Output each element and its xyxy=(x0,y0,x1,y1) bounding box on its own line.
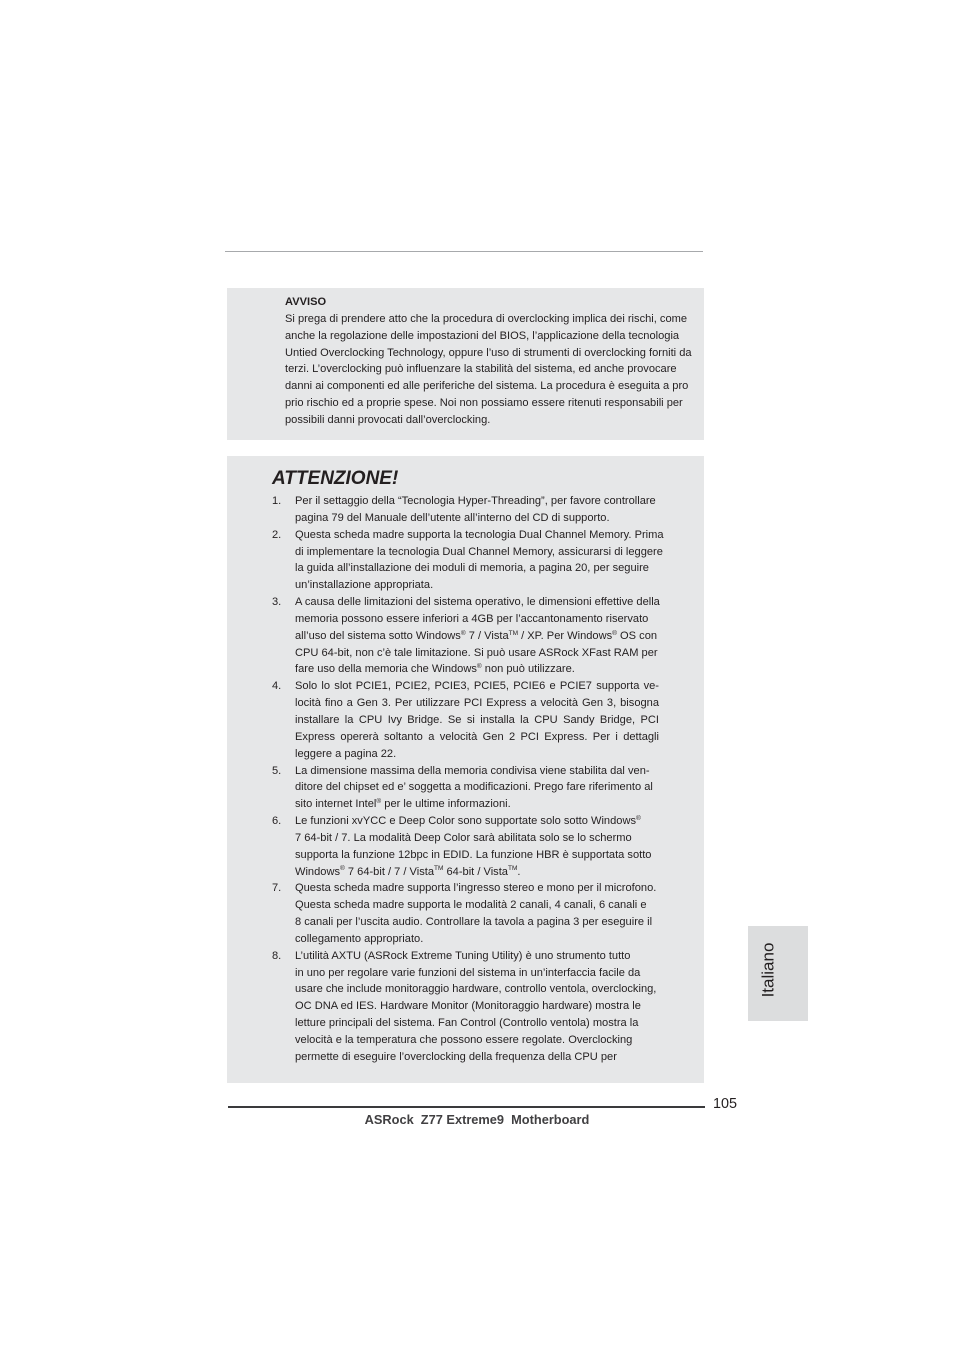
caution-line xyxy=(295,864,659,881)
notice-title: AVVISO xyxy=(285,296,327,308)
caution-line: installare la CPU Ivy Bridge. Se si installa la CPU Sandy Bridge, PCI xyxy=(295,713,659,726)
caution-item xyxy=(272,594,659,678)
trademark-superscript: ® xyxy=(340,865,345,873)
text-segment: 64-bit / Vista xyxy=(443,865,508,878)
footer-rule xyxy=(228,1106,705,1108)
caution-item xyxy=(272,880,659,947)
text-segment: . xyxy=(517,865,521,878)
caution-line xyxy=(295,628,659,645)
caution-line: leggere a pagina 22. xyxy=(295,747,397,760)
caution-item-text xyxy=(295,948,659,1066)
notice-body xyxy=(285,294,692,429)
caution-line: in uno per regolare varie funzioni del sistema in un’interfaccia facile da xyxy=(295,966,641,979)
caution-line xyxy=(295,813,659,830)
caution-item-text xyxy=(295,880,659,947)
footer-product-name: ASRock Z77 Extreme9 Motherboard xyxy=(364,1112,590,1127)
caution-item-text xyxy=(295,678,659,762)
caution-item-number: 6. xyxy=(272,815,282,828)
caution-item-text xyxy=(295,493,659,527)
caution-line: ditore del chipset ed e’ soggetta a modificazioni. Prego fare riferimento al xyxy=(295,781,653,794)
notice-line: Si prega di prendere atto che la procedura di overclocking implica dei rischi, come xyxy=(285,312,688,325)
trademark-superscript: ® xyxy=(636,814,641,822)
caution-line: A causa delle limitazioni del sistema operativo, le dimensioni effettive della xyxy=(295,596,660,609)
caution-line: OC DNA ed IES. Hardware Monitor (Monitoraggio hardware) mostra le xyxy=(295,1000,641,1013)
caution-item xyxy=(272,813,659,880)
page-number: 105 xyxy=(713,1096,738,1112)
notice-line: possibili danni provocati dall’overclocking. xyxy=(285,413,491,426)
caution-item-number: 2. xyxy=(272,528,282,541)
caution-item-text xyxy=(295,813,659,880)
caution-line: supporta la funzione 12bpc in EDID. La funzione HBR è supportata sotto xyxy=(295,848,652,861)
text-segment: Le funzioni xvYCC e Deep Color sono supportate solo sotto Windows xyxy=(295,815,637,828)
caution-line: letture principali del sistema. Fan Control (Controllo ventola) mostra la xyxy=(295,1017,639,1030)
caution-line: La dimensione massima della memoria condivisa viene stabilita dal ven- xyxy=(295,764,650,777)
caution-item xyxy=(272,763,659,814)
trademark-superscript: ® xyxy=(460,629,466,637)
caution-item-text xyxy=(295,763,659,814)
caution-item-text xyxy=(295,527,664,594)
caution-line: 7 64-bit / 7. La modalità Deep Color sarà abilitata solo se lo schermo xyxy=(295,831,632,844)
caution-line: L’utilità AXTU (ASRock Extreme Tuning Utility) è uno strumento tutto xyxy=(295,949,631,962)
caution-line: CPU 64-bit, non c’è tale limitazione. Si può usare ASRock XFast RAM per xyxy=(295,646,658,659)
trademark-superscript: ® xyxy=(612,629,617,637)
text-segment: OS con xyxy=(616,629,658,642)
caution-item-number: 8. xyxy=(272,949,282,962)
caution-line: di implementare la tecnologia Dual Channel Memory, assicurarsi di leggere xyxy=(295,545,663,558)
caution-panel xyxy=(227,456,704,1083)
caution-line: locità fino a Gen 3. Per utilizzare PCI Express a velocità Gen 3, bisogna xyxy=(295,697,659,710)
caution-line: la guida all’installazione dei moduli di memoria, a pagina 20, per seguire xyxy=(295,562,649,575)
caution-title: ATTENZIONE! xyxy=(272,468,399,489)
notice-line: danni ai componenti ed alle periferiche del sistema. La procedura è eseguita a pro xyxy=(285,380,689,393)
caution-line: collegamento appropriato. xyxy=(295,932,424,945)
notice-line: anche la regolazione delle impostazioni del BIOS, l’applicazione della tecnologia xyxy=(285,329,680,342)
trademark-superscript: TM xyxy=(507,865,518,873)
caution-line xyxy=(295,796,659,813)
caution-item-number: 7. xyxy=(272,882,282,895)
text-segment: sito internet Intel xyxy=(295,798,377,811)
language-tab xyxy=(748,926,808,1021)
text-segment: all’uso del sistema sotto Windows xyxy=(295,629,461,642)
notice-line: prio rischio ed a proprie spese. Noi non possiamo essere ritenuti responsabili per xyxy=(285,397,683,410)
caution-item xyxy=(272,678,659,762)
caution-line: velocità e la temperatura che possono essere regolate. Overclocking xyxy=(295,1034,633,1046)
text-segment: 7 64-bit / 7 / Vista xyxy=(344,865,435,878)
text-segment: non può utilizzare. xyxy=(481,663,575,676)
caution-item-text xyxy=(295,594,659,678)
caution-line: Per il settaggio della “Tecnologia Hyper-Threading”, per favore controllare xyxy=(295,495,656,507)
caution-line: un’installazione appropriata. xyxy=(295,579,434,592)
caution-line: Questa scheda madre supporta l’ingresso stereo e mono per il microfono. xyxy=(295,882,657,895)
notice-paragraph xyxy=(285,311,692,429)
trademark-superscript: ® xyxy=(376,798,382,805)
text-segment: Windows xyxy=(295,865,341,878)
trademark-superscript: ® xyxy=(476,663,482,671)
language-tab-label: Italiano xyxy=(758,942,778,998)
caution-line: permette di eseguire l’overclocking della frequenza della CPU per xyxy=(295,1050,617,1063)
caution-line: Questa scheda madre supporta le modalità 2 canali, 4 canali, 6 canali e xyxy=(295,899,647,912)
caution-item xyxy=(272,493,659,527)
caution-line: memoria possono essere inferiori a 4GB per l’accantonamento riservato xyxy=(295,612,649,625)
text-segment: fare uso della memoria che Windows xyxy=(295,663,477,676)
caution-item xyxy=(272,948,659,1066)
caution-item xyxy=(272,527,664,594)
header-rule xyxy=(225,251,703,252)
trademark-superscript: TM xyxy=(508,629,519,637)
text-segment: per le ultime informazioni. xyxy=(381,798,511,811)
text-segment: 7 / Vista xyxy=(465,629,509,642)
caution-line xyxy=(295,661,659,678)
caution-line: Solo lo slot PCIE1, PCIE2, PCIE3, PCIE5, PCIE6 e PCIE7 supporta ve- xyxy=(295,680,659,693)
trademark-superscript: TM xyxy=(434,865,444,873)
notice-panel xyxy=(227,288,704,440)
caution-line: pagina 79 del Manuale dell’utente all’interno del CD di supporto. xyxy=(295,511,610,524)
caution-item-number: 1. xyxy=(272,495,282,507)
caution-line: Express opererà soltanto a velocità Gen 2 PCI Express. Per i dettagli xyxy=(295,730,659,743)
notice-line: Untied Overclocking Technology, oppure l’uso di strumenti di overclocking forniti da xyxy=(285,346,692,359)
caution-item-number: 4. xyxy=(272,680,282,693)
caution-item-number: 3. xyxy=(272,596,282,609)
caution-line: 8 canali per l’uscita audio. Controllare la tavola a pagina 3 per eseguire il xyxy=(295,916,653,929)
caution-item-number: 5. xyxy=(272,764,282,777)
caution-line: Questa scheda madre supporta la tecnologia Dual Channel Memory. Prima xyxy=(295,528,664,541)
text-segment: / XP. Per Windows xyxy=(518,629,613,642)
notice-line: terzi. L’overclocking può influenzare la stabilità del sistema, ed anche provocare xyxy=(285,363,677,376)
caution-list xyxy=(272,493,664,1066)
caution-line: usare che include monitoraggio hardware, controllo ventola, overclocking, xyxy=(295,983,657,996)
